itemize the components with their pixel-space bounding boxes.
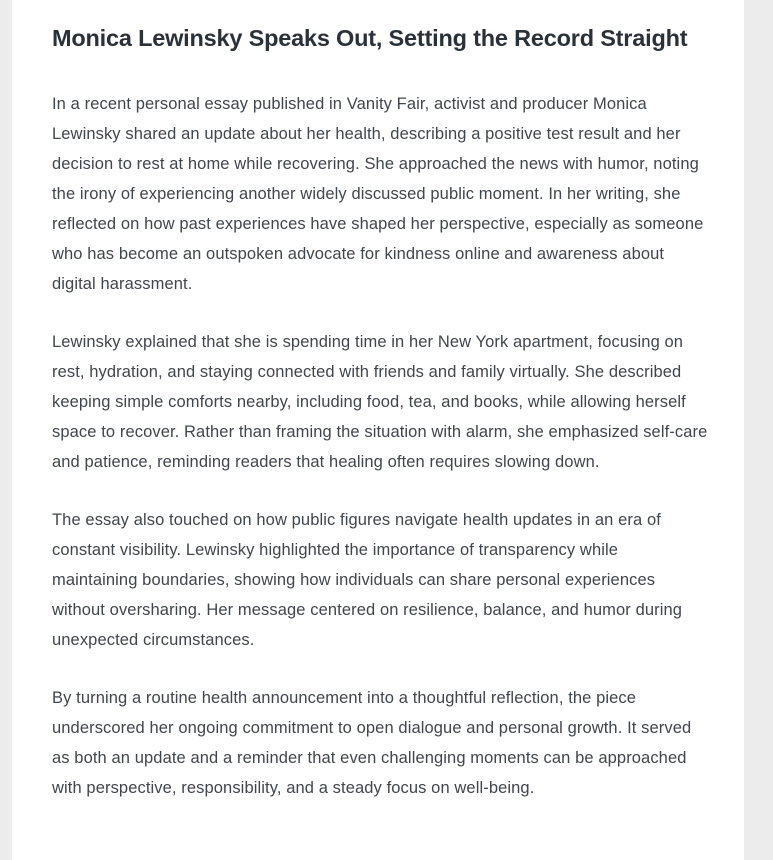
page-background-gutter-right — [744, 0, 773, 860]
article-surface — [12, 0, 744, 860]
article-paragraph-3: The essay also touched on how public figures navigate health updates in an era of constant visibility. Lewinsky highlighted the importance of transparency while maintaining boundaries, showing how individuals can share personal experiences without oversharing. Her message centered on resilience, balance, and humor during unexpected circumstances. — [52, 511, 683, 650]
article-paragraph-2: Lewinsky explained that she is spending time in her New York apartment, focusing on rest, hydration, and staying connected with friends and family virtually. She described keeping simple comforts nearby, including food, tea, and books, while allowing herself space to recover. Rather than framing the situation with alarm, she emphasized self-care and patience, reminding readers that healing often requires slowing down. — [52, 333, 708, 472]
article-content — [12, 0, 744, 803]
page-title: Monica Lewinsky Speaks Out, Setting the Record Straight — [52, 25, 688, 51]
article-paragraph-1: In a recent personal essay published in Vanity Fair, activist and producer Monica Lewinsky shared an update about her health, describing a positive test result and her decision to rest at home while recovering. She approached the news with humor, noting the irony of experiencing another widely discussed public moment. In her writing, she reflected on how past experiences have shaped her perspective, especially as someone who has become an outspoken advocate for kindness online and awareness about digital harassment. — [52, 95, 704, 294]
article-paragraph-4: By turning a routine health announcement into a thoughtful reflection, the piece underscored her ongoing commitment to open dialogue and personal growth. It served as both an update and a reminder that even challenging moments can be approached with perspective, responsibility, and a steady focus on well-being. — [52, 689, 692, 798]
page-background-gutter-left — [0, 0, 12, 860]
